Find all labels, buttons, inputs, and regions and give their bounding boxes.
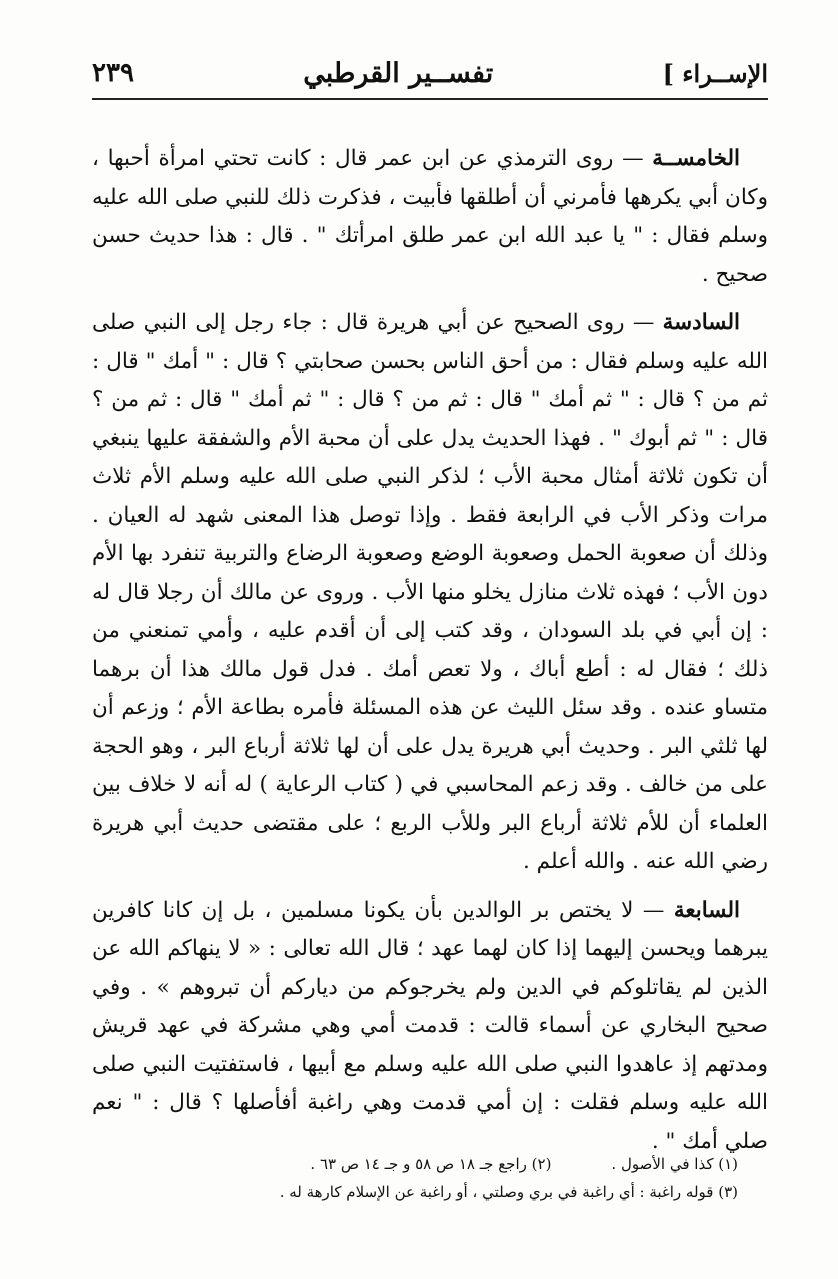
- paragraph-text: — لا يختص بر الوالدين بأن يكونا مسلمين ، بل إن كانا كافرين يبرهما ويحسن إليهما إذا كان لهما عهد ؛ قال الله تعالى : « لا ينهاكم الله عن الذين لم يقاتلوكم في الدين ولم يخرجوكم من دياركم أن تبروهم » . وفي صحيح البخاري عن أسماء قالت : قدمت أمي وهي مشركة في عهد قريش ومدتهم إذ عاهدوا النبي صلى الله عليه وسلم مع أبيها ، فاستفتيت النبي صلى الله عليه وسلم فقلت : إن أمي قدمت وهي راغبة أفأصلها ؟ قال : " نعم صلي أمك " .: [92, 897, 768, 1154]
- footnote-2: (٢) راجع جـ ١٨ ص ٥٨ و جـ ١٤ ص ٦٣ .: [310, 1155, 552, 1173]
- paragraph-lead: السابعة: [673, 897, 740, 923]
- paragraph-lead: الخامســة: [652, 146, 740, 171]
- page-number: ٢٣٩: [92, 58, 134, 88]
- paragraph-fifth: [92, 140, 768, 294]
- footnote-1: (١) كذا في الأصول .: [611, 1155, 738, 1173]
- paragraph-text: — روى الترمذي عن ابن عمر قال : كانت تحتي امرأة أحبها ، وكان أبي يكرهها فأمرني أن أطلقها فأبيت ، فذكرت ذلك للنبي صلى الله عليه وسلم فقال : " يا عبد الله ابن عمر طلق امرأتك " . قال : هذا حديث حسن صحيح .: [92, 146, 768, 287]
- footnote-row: [150, 1178, 738, 1206]
- running-header: [92, 48, 768, 100]
- paragraph-text: — روى الصحيح عن أبي هريرة قال : جاء رجل إلى النبي صلى الله عليه وسلم فقال : من أحق الناس بحسن صحابتي ؟ قال : " أمك " قال : ثم من ؟ قال : " ثم أمك " قال : ثم من ؟ قال : " ثم أمك " قال : ثم من ؟ قال : " ثم أبوك " . فهذا الحديث يدل على أن محبة الأم والشفقة عليها ينبغي أن تكون ثلاثة أمثال محبة الأب ؛ لذكر النبي صلى الله عليه وسلم الأم ثلاث مرات وذكر الأب في الرابعة فقط . وإذا توصل هذا المعنى شهد له العيان . وذلك أن صعوبة الحمل وصعوبة الوضع وصعوبة الرضاع والتربية تنفرد بها الأم دون الأب ؛ فهذه ثلاث منازل يخلو منها الأب . وروى عن مالك أن رجلا قال له : إن أبي في بلد السودان ، وقد كتب إلى أن أقدم عليه ، وأمي تمنعني من ذلك ؛ فقال له : أطع أباك ، ولا تعص أمك . فدل قول مالك هذا أن برهما متساو عنده . وقد سئل الليث عن هذه المسئلة فأمره بطاعة الأم ؛ وزعم أن لها ثلثي البر . وحديث أبي هريرة يدل على أن لها ثلاثة أرباع البر ، وهو الحجة على من خالف . وقد زعم المحاسبي في ( كتاب الرعاية ) له أنه لا خلاف بين العلماء أن للأم ثلاثة أرباع البر وللأب الربع ؛ على مقتضى حديث أبي هريرة رضي الله عنه . والله أعلم .: [92, 310, 768, 874]
- sura-name: الإســراء ]: [662, 58, 768, 88]
- footnote-row: [150, 1150, 738, 1178]
- main-text: [92, 140, 768, 1161]
- footnote-3: (٣) قوله راغبة : أي راغبة في بري وصلتي ، أو راغبة عن الإسلام كارهة له .: [279, 1183, 738, 1201]
- paragraph-sixth: [92, 304, 768, 882]
- paragraph-lead: السادسة: [662, 310, 740, 335]
- paragraph-seventh: [92, 892, 768, 1162]
- book-title: تفســير القرطبي: [303, 57, 494, 89]
- footnotes: [150, 1150, 738, 1206]
